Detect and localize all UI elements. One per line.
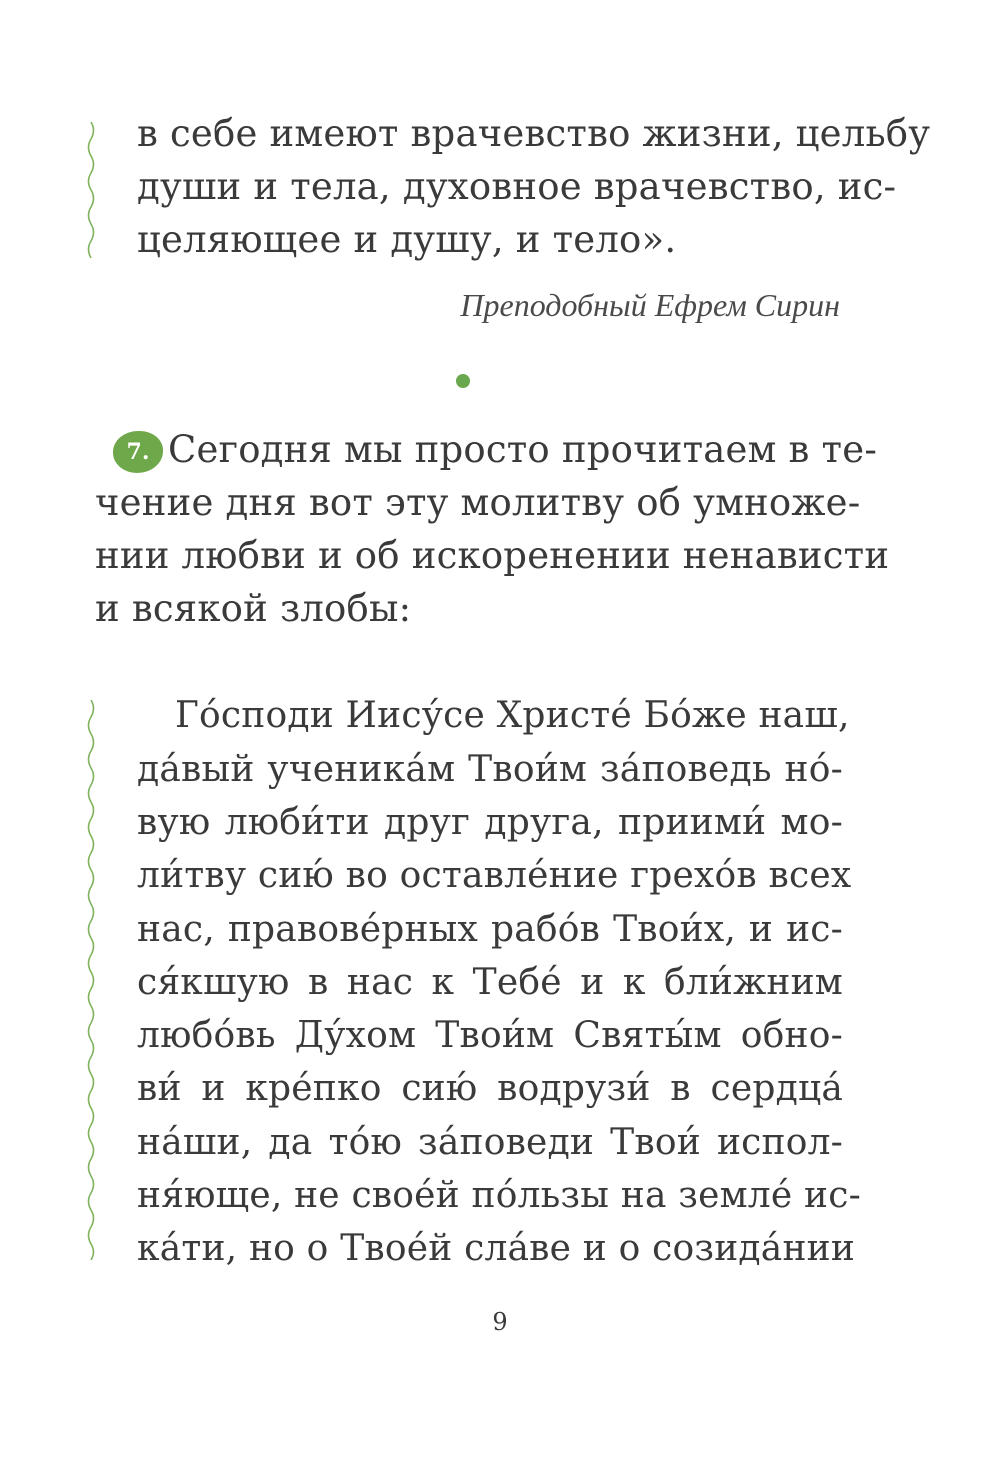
section-line-1: Сегодня мы просто прочитаем в те- (168, 428, 878, 471)
prayer-line-2: да́вый ученика́м Твои́м за́поведь но́- (137, 749, 843, 790)
quote-line-1: в себе имеют врачевство жизни, цельбу (137, 112, 931, 155)
prayer-line-10: ня́юще, не свое́й по́льзы на земле́ ис- (137, 1175, 861, 1216)
quote-margin-wavy-line (84, 122, 98, 258)
prayer-line-9: на́ши, да то́ю за́поведи Твои́ испол- (137, 1122, 843, 1163)
prayer-line-4: ли́тву сию́ во оставле́ние грехо́в всех (137, 855, 852, 896)
prayer-line-3: вую люби́ти друг друга, приими́ мо- (137, 802, 843, 843)
prayer-margin-wavy-line (84, 700, 98, 1260)
section-line-4: и всякой злобы: (95, 587, 412, 630)
prayer-line-7: любо́вь Ду́хом Твои́м Святы́м обно- (137, 1015, 843, 1056)
prayer-line-8: ви́ и кре́пко сию́ водрузи́ в сердца́ (137, 1068, 843, 1109)
section-line-3: нии любви и об искоренении ненависти (95, 534, 890, 577)
prayer-line-1: Го́споди Иису́се Христе́ Бо́же наш, (175, 695, 850, 736)
prayer-line-11: ка́ти, но о Твое́й сла́ве и о созида́нии (137, 1228, 856, 1269)
page-number: 9 (492, 1308, 508, 1336)
section-divider-dot (456, 374, 470, 388)
quote-line-3: целяющее и душу, и тело». (137, 218, 677, 261)
quote-attribution: Преподобный Ефрем Сирин (460, 287, 840, 323)
section-number-badge: 7. (113, 431, 163, 473)
prayer-line-5: нас, правове́рных рабо́в Твои́х, и ис- (137, 909, 843, 950)
quote-line-2: души и тела, духовное врачевство, ис- (137, 165, 897, 208)
section-line-2: чение дня вот эту молитву об умноже- (95, 481, 861, 524)
prayer-line-6: ся́кшую в нас к Тебе́ и к бли́жним (137, 962, 843, 1003)
